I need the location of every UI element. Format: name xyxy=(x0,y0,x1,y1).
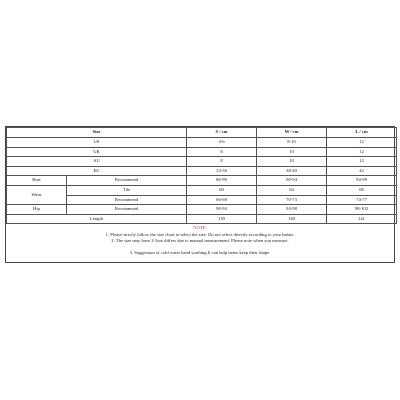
table-row xyxy=(7,138,397,148)
cell-l: 12 xyxy=(327,138,397,148)
row-label: Recommend xyxy=(67,195,187,205)
row-label: US xyxy=(7,138,187,148)
row-label: Recommend xyxy=(67,176,187,186)
cell-l: 74-77 xyxy=(327,195,397,205)
cell-s: 86-90 xyxy=(187,176,257,186)
cell-s: 8 xyxy=(187,157,257,167)
cell-m: 8-10 xyxy=(257,138,327,148)
cell-m: 94-98 xyxy=(257,205,327,215)
table-row xyxy=(7,185,397,195)
note-title: NOTE: xyxy=(193,225,207,231)
table-row xyxy=(7,205,397,215)
cell-s: 34-36 xyxy=(187,166,257,176)
cell-l: 12 xyxy=(327,157,397,167)
cell-l: 98-102 xyxy=(327,205,397,215)
cell-m: 10 xyxy=(257,157,327,167)
table-row xyxy=(7,176,397,186)
cell-m: 10 xyxy=(257,147,327,157)
cell-m: 38-40 xyxy=(257,166,327,176)
group-label: Bust xyxy=(7,176,67,186)
cell-s: 4-6 xyxy=(187,138,257,148)
note-line-3: 3. Suggestion of cold water hand washing.It can help items keep their shape. xyxy=(129,249,271,255)
row-label: Tile xyxy=(67,185,187,195)
size-table xyxy=(6,127,397,224)
group-label: Waist xyxy=(7,185,67,204)
cell-s: 66-69 xyxy=(187,195,257,205)
note-line-1: 1. Please strictly follow the size chart to select the size. Do not select directly according to your habits. xyxy=(105,231,295,237)
cell-l: 42 xyxy=(327,166,397,176)
cell-m: 140 xyxy=(257,214,327,224)
cell-s: 8 xyxy=(187,147,257,157)
cell-s: 90-94 xyxy=(187,205,257,215)
table-row xyxy=(7,147,397,157)
note-line-2: 2. The size may have 2-3cm differs due to manual measurement. Please note when you measure. xyxy=(111,238,289,244)
table-row xyxy=(7,214,397,224)
row-label: EU xyxy=(7,166,187,176)
cell-m: 90-94 xyxy=(257,176,327,186)
row-label: AU xyxy=(7,157,187,167)
cell-l: 141 xyxy=(327,214,397,224)
cell-l: 68 xyxy=(327,185,397,195)
note-section xyxy=(6,224,394,262)
row-label: Length xyxy=(7,214,187,224)
cell-s: 139 xyxy=(187,214,257,224)
row-label: Recommend xyxy=(67,205,187,215)
cell-l: 94-98 xyxy=(327,176,397,186)
header-row xyxy=(7,128,397,138)
group-label: Hip xyxy=(7,205,67,215)
cell-l: 12 xyxy=(327,147,397,157)
header-m: M / cm xyxy=(257,128,327,138)
cell-m: 64 xyxy=(257,185,327,195)
header-size: Size xyxy=(7,128,187,138)
table-row xyxy=(7,157,397,167)
size-chart xyxy=(5,126,395,263)
row-label: UK xyxy=(7,147,187,157)
cell-s: 60 xyxy=(187,185,257,195)
header-l: L / cm xyxy=(327,128,397,138)
cell-m: 70-73 xyxy=(257,195,327,205)
table-row xyxy=(7,166,397,176)
header-s: S / cm xyxy=(187,128,257,138)
